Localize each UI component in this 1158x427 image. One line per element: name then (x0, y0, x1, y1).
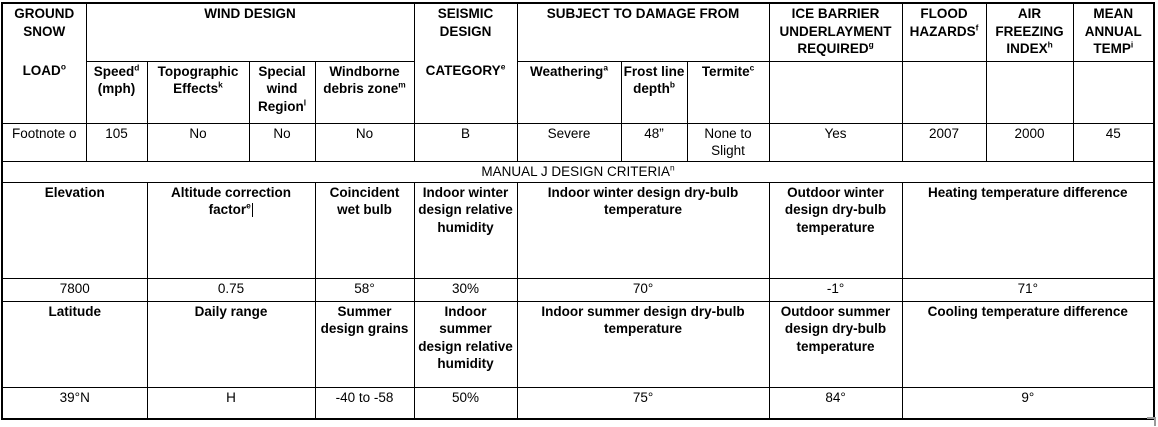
header-ground-snow-load-bottom: LOAD$^o$ (22, 61, 66, 78)
value-wind-speed[interactable]: 105 (86, 123, 147, 161)
value-outdoor-summer-dry-bulb[interactable]: 84° (769, 387, 902, 419)
header-seismic-design-category[interactable] (414, 3, 517, 123)
header-altitude-correction-factor[interactable]: Altitude correction factor$^e$ (147, 182, 315, 278)
header-windborne-debris-zone[interactable]: Windborne debris zone$^m$ (315, 61, 414, 123)
header-wind-speed[interactable]: Speed$^d$ (mph) (86, 61, 147, 123)
value-seismic-category[interactable]: B (414, 123, 517, 161)
header-air-freezing-index[interactable]: AIR FREEZING INDEX$^h$ (986, 3, 1073, 61)
header-seismic-bottom: CATEGORY$^e$ (425, 61, 506, 78)
value-topographic-effects[interactable]: No (147, 123, 249, 161)
header-indoor-winter-dry-bulb[interactable]: Indoor winter design dry-bulb temperature (517, 182, 769, 278)
table-row (2, 161, 1154, 182)
header-indoor-summer-relative-humidity[interactable]: Indoor summer design relative humidity (414, 301, 517, 387)
value-daily-range[interactable]: H (147, 387, 315, 419)
value-heating-temperature-difference[interactable]: 71° (902, 278, 1154, 301)
header-flood-spacer[interactable] (902, 61, 986, 123)
value-indoor-summer-dry-bulb[interactable]: 75° (517, 387, 769, 419)
header-subject-to-damage[interactable]: SUBJECT TO DAMAGE FROM (517, 3, 769, 61)
value-mean-annual-temp[interactable]: 45 (1073, 123, 1154, 161)
header-special-wind-region[interactable]: Special wind Region$^l$ (249, 61, 315, 123)
table-row (2, 3, 1154, 61)
header-summer-design-grains[interactable]: Summer design grains (315, 301, 414, 387)
header-wind-design[interactable]: WIND DESIGN (86, 3, 414, 61)
value-ground-snow-load[interactable]: Footnote o (2, 123, 86, 161)
table-row (2, 182, 1154, 278)
header-air-freezing-spacer[interactable] (986, 61, 1073, 123)
value-latitude[interactable]: 39°N (2, 387, 147, 419)
value-indoor-winter-relative-humidity[interactable]: 30% (414, 278, 517, 301)
value-frost-line-depth[interactable]: 48” (621, 123, 687, 161)
header-outdoor-winter-dry-bulb[interactable]: Outdoor winter design dry-bulb temperature (769, 182, 902, 278)
table-row (2, 301, 1154, 387)
value-termite[interactable]: None to Slight (687, 123, 769, 161)
value-outdoor-winter-dry-bulb[interactable]: -1° (769, 278, 902, 301)
header-heating-temperature-difference[interactable]: Heating temperature difference (902, 182, 1154, 278)
value-altitude-correction-factor[interactable]: 0.75 (147, 278, 315, 301)
table-row (2, 123, 1154, 161)
header-indoor-winter-relative-humidity[interactable]: Indoor winter design relative humidity (414, 182, 517, 278)
table-row (2, 278, 1154, 301)
header-wind-speed-unit: (mph) (97, 81, 136, 97)
header-mean-temp-spacer[interactable] (1073, 61, 1154, 123)
value-coincident-wet-bulb[interactable]: 58° (315, 278, 414, 301)
header-outdoor-summer-dry-bulb[interactable]: Outdoor summer design dry-bulb temperature (769, 301, 902, 387)
header-flood-hazards[interactable]: FLOOD HAZARDS$^f$ (902, 3, 986, 61)
table-resize-handle[interactable] (1147, 417, 1156, 426)
value-indoor-summer-relative-humidity[interactable]: 50% (414, 387, 517, 419)
value-indoor-winter-dry-bulb[interactable]: 70° (517, 278, 769, 301)
table-row (2, 61, 1154, 123)
header-weathering[interactable]: Weathering$^a$ (517, 61, 621, 123)
header-topographic-effects[interactable]: Topographic Effects$^k$ (147, 61, 249, 123)
header-daily-range[interactable]: Daily range (147, 301, 315, 387)
manual-j-section-title[interactable]: MANUAL J DESIGN CRITERIA$^n$ (2, 161, 1154, 182)
text-cursor (252, 203, 254, 217)
climate-design-criteria-table (1, 2, 1155, 420)
header-elevation[interactable]: Elevation (2, 182, 147, 278)
header-ice-barrier-spacer[interactable] (769, 61, 902, 123)
header-frost-line-depth[interactable]: Frost line depth$^b$ (621, 61, 687, 123)
header-termite[interactable]: Termite$^c$ (687, 61, 769, 123)
value-flood-hazards[interactable]: 2007 (902, 123, 986, 161)
value-air-freezing-index[interactable]: 2000 (986, 123, 1073, 161)
value-summer-design-grains[interactable]: -40 to -58 (315, 387, 414, 419)
table-row (2, 387, 1154, 419)
value-special-wind-region[interactable]: No (249, 123, 315, 161)
value-elevation[interactable]: 7800 (2, 278, 147, 301)
header-ground-snow-load-top: GROUND SNOW (14, 6, 75, 39)
header-seismic-top: SEISMIC DESIGN (437, 6, 494, 39)
header-coincident-wet-bulb[interactable]: Coincident wet bulb (315, 182, 414, 278)
value-windborne-debris-zone[interactable]: No (315, 123, 414, 161)
value-weathering[interactable]: Severe (517, 123, 621, 161)
header-cooling-temperature-difference[interactable]: Cooling temperature difference (902, 301, 1154, 387)
header-indoor-summer-dry-bulb[interactable]: Indoor summer design dry-bulb temperature (517, 301, 769, 387)
header-ice-barrier[interactable]: ICE BARRIER UNDERLAYMENT REQUIRED$^g$ (769, 3, 902, 61)
value-cooling-temperature-difference[interactable]: 9° (902, 387, 1154, 419)
header-latitude[interactable]: Latitude (2, 301, 147, 387)
value-ice-barrier[interactable]: Yes (769, 123, 902, 161)
header-mean-annual-temp[interactable]: MEAN ANNUAL TEMP$^i$ (1073, 3, 1154, 61)
header-ground-snow-load[interactable] (2, 3, 86, 123)
